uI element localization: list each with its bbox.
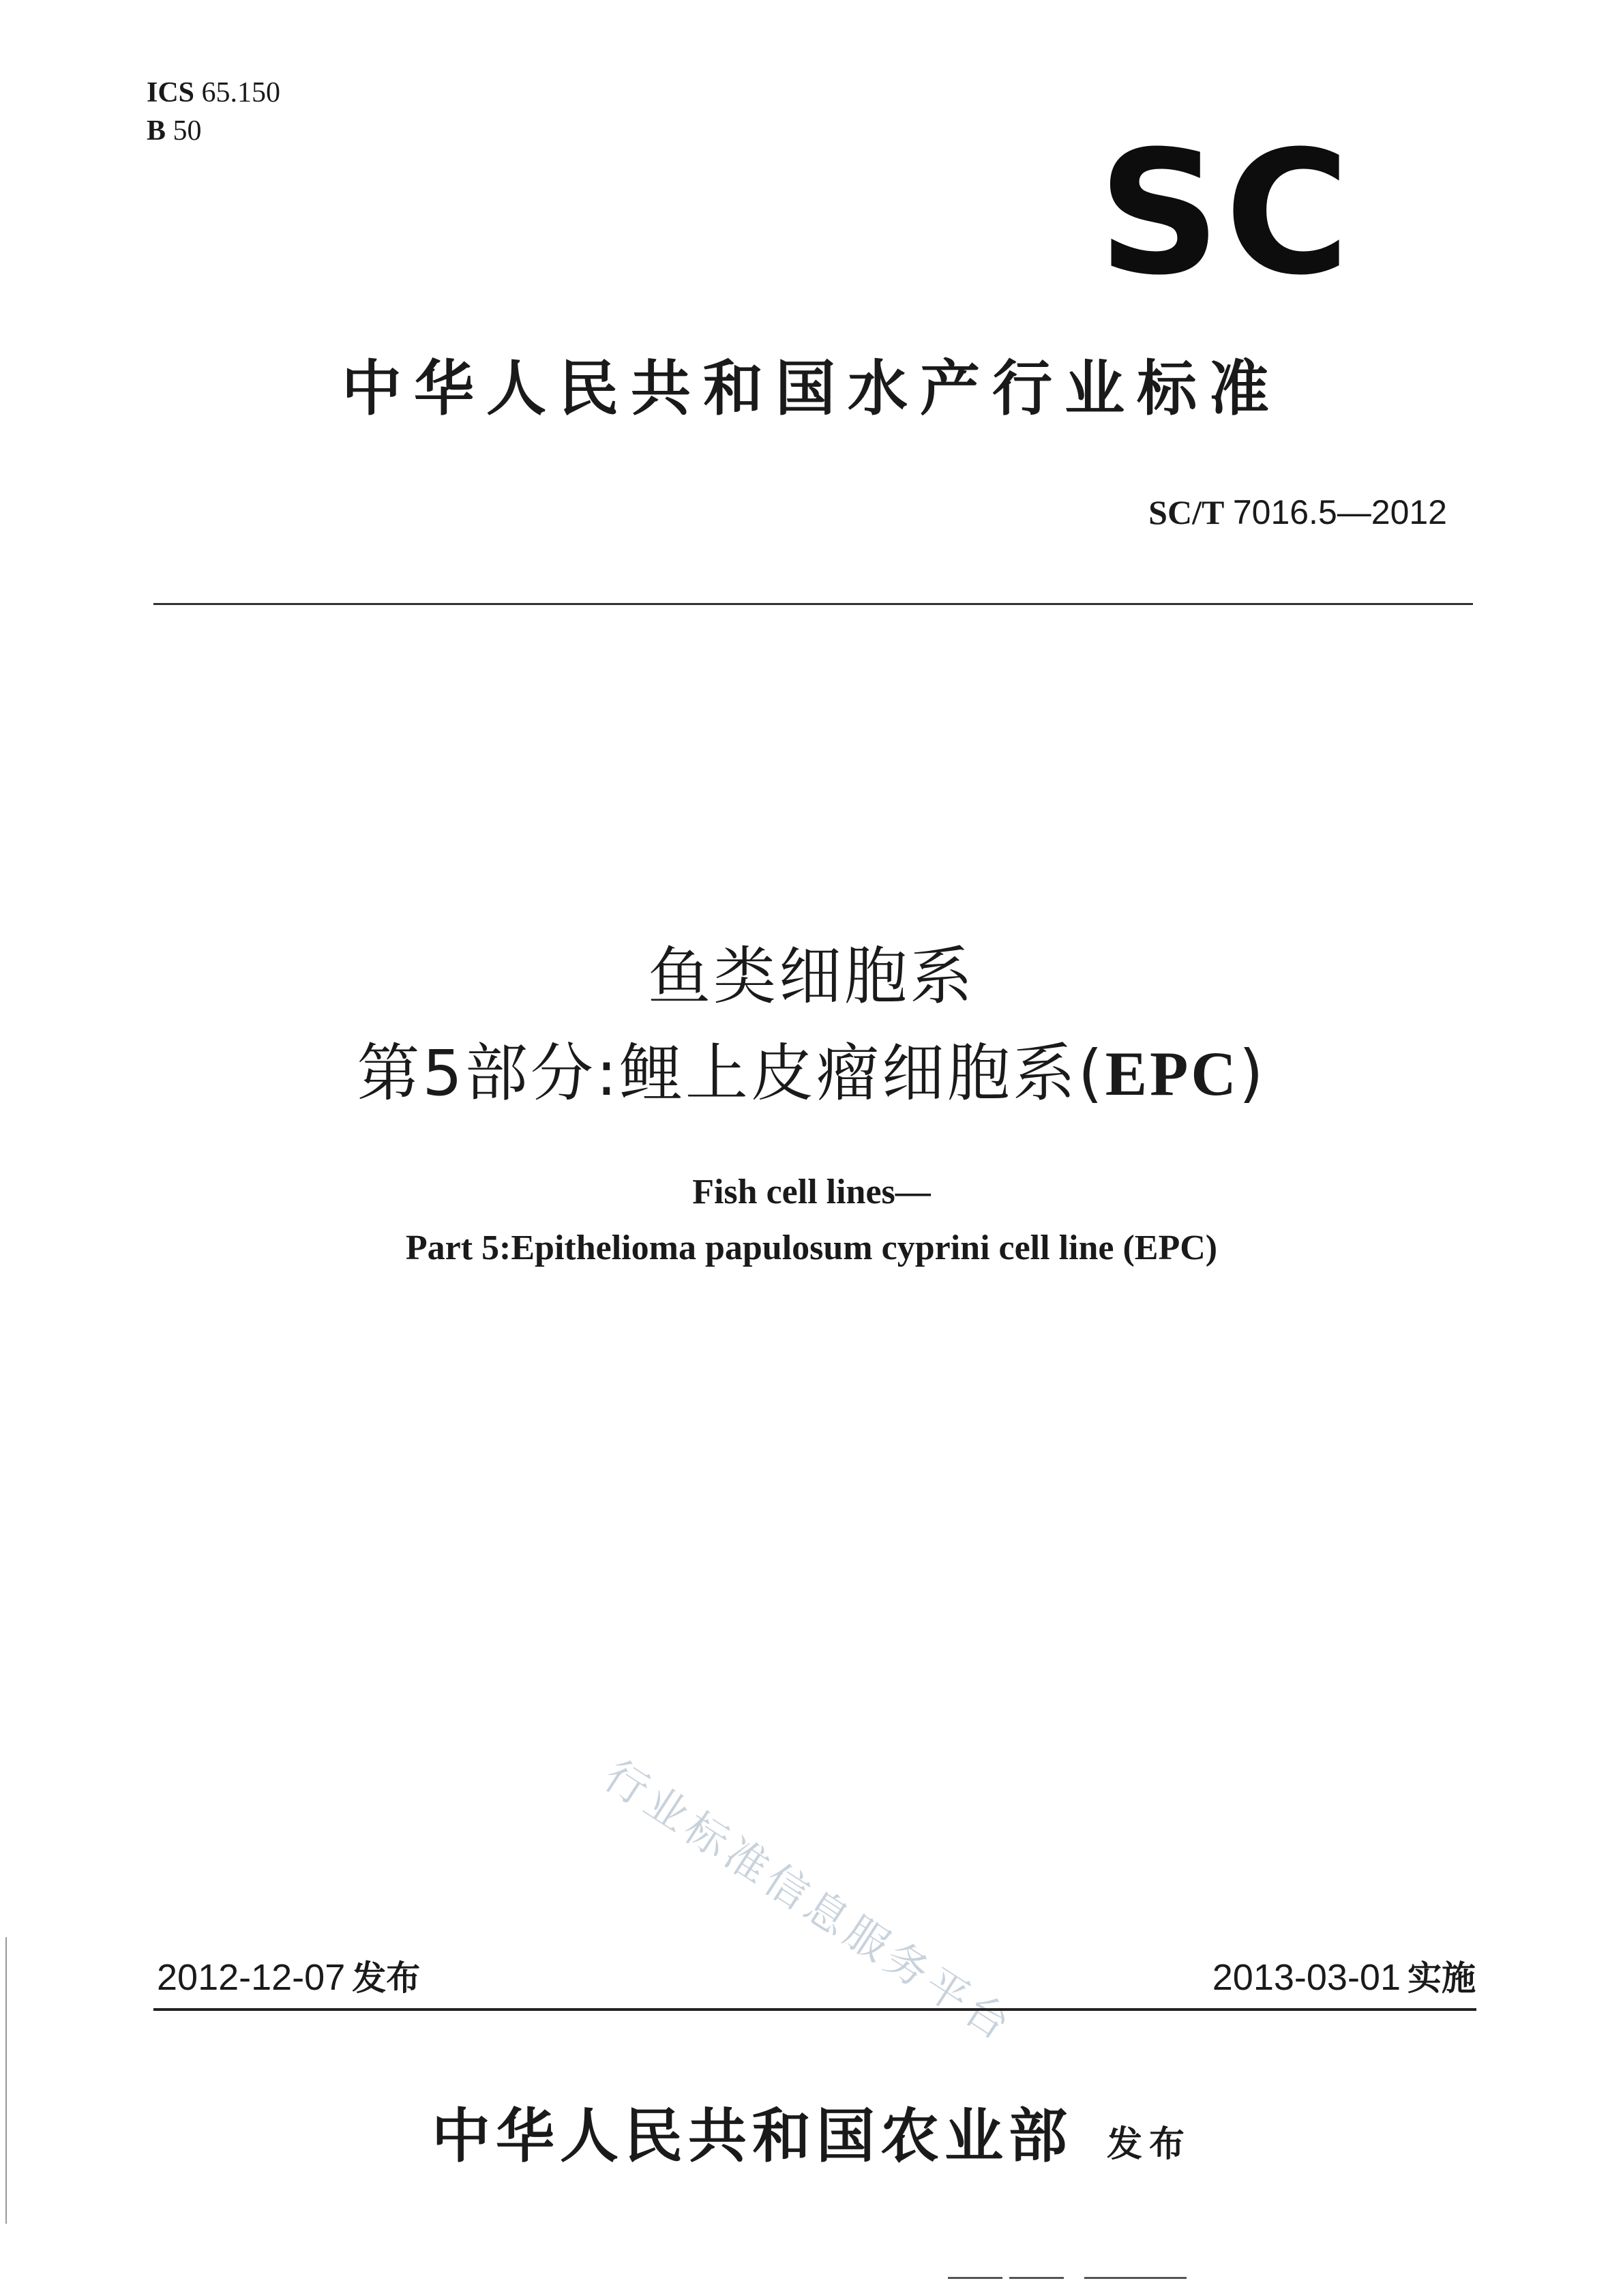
standard-title: 中华人民共和国水产行业标准 [341, 353, 1281, 424]
header-rule [153, 603, 1473, 605]
issue-label: 发布 [352, 1958, 421, 1998]
code-number: 7016.5—2012 [1232, 493, 1447, 531]
class-line [147, 112, 280, 150]
title-en-line1: Fish cell lines— [692, 1173, 931, 1211]
effective-label: 实施 [1408, 1958, 1476, 1998]
title-cn-line2-text: 第5部分:鲤上皮瘤细胞系( [357, 1037, 1105, 1110]
ics-label: ICS [147, 77, 195, 108]
title-cn-line2-epc: EPC [1105, 1039, 1239, 1108]
publisher-name: 中华人民共和国农业部 [431, 2102, 1073, 2170]
class-value: 50 [173, 115, 202, 147]
classification-block [147, 74, 280, 150]
title-cn-line2-close: ) [1238, 1037, 1266, 1110]
sc-logo: SC [1098, 114, 1354, 312]
ics-value: 65.150 [201, 77, 281, 108]
title-cn-line2 [0, 1023, 1623, 1113]
title-cn-line1: 鱼类细胞系 [647, 940, 975, 1013]
footer-dash [1009, 2277, 1064, 2279]
ics-line [147, 74, 280, 112]
standard-code [1148, 492, 1447, 532]
class-label: B [147, 115, 166, 147]
issue-date-block [157, 1951, 420, 2000]
code-prefix: SC/T [1148, 493, 1225, 531]
issue-date: 2012-12-07 [157, 1957, 346, 1998]
publisher-suffix: 发布 [1106, 2124, 1191, 2165]
title-en-line2: Part 5:Epithelioma papulosum cyprini cell line (EPC) [405, 1228, 1218, 1267]
publisher [0, 2089, 1623, 2173]
footer-dash [948, 2277, 1002, 2279]
footer-dash [1084, 2277, 1187, 2279]
scan-edge-mark [5, 1937, 7, 2224]
footer-rule [153, 2008, 1476, 2011]
effective-date-block [1212, 1951, 1476, 2000]
watermark: 行业标准信息服务平台 [595, 1750, 1024, 2052]
effective-date: 2013-03-01 [1212, 1957, 1401, 1998]
